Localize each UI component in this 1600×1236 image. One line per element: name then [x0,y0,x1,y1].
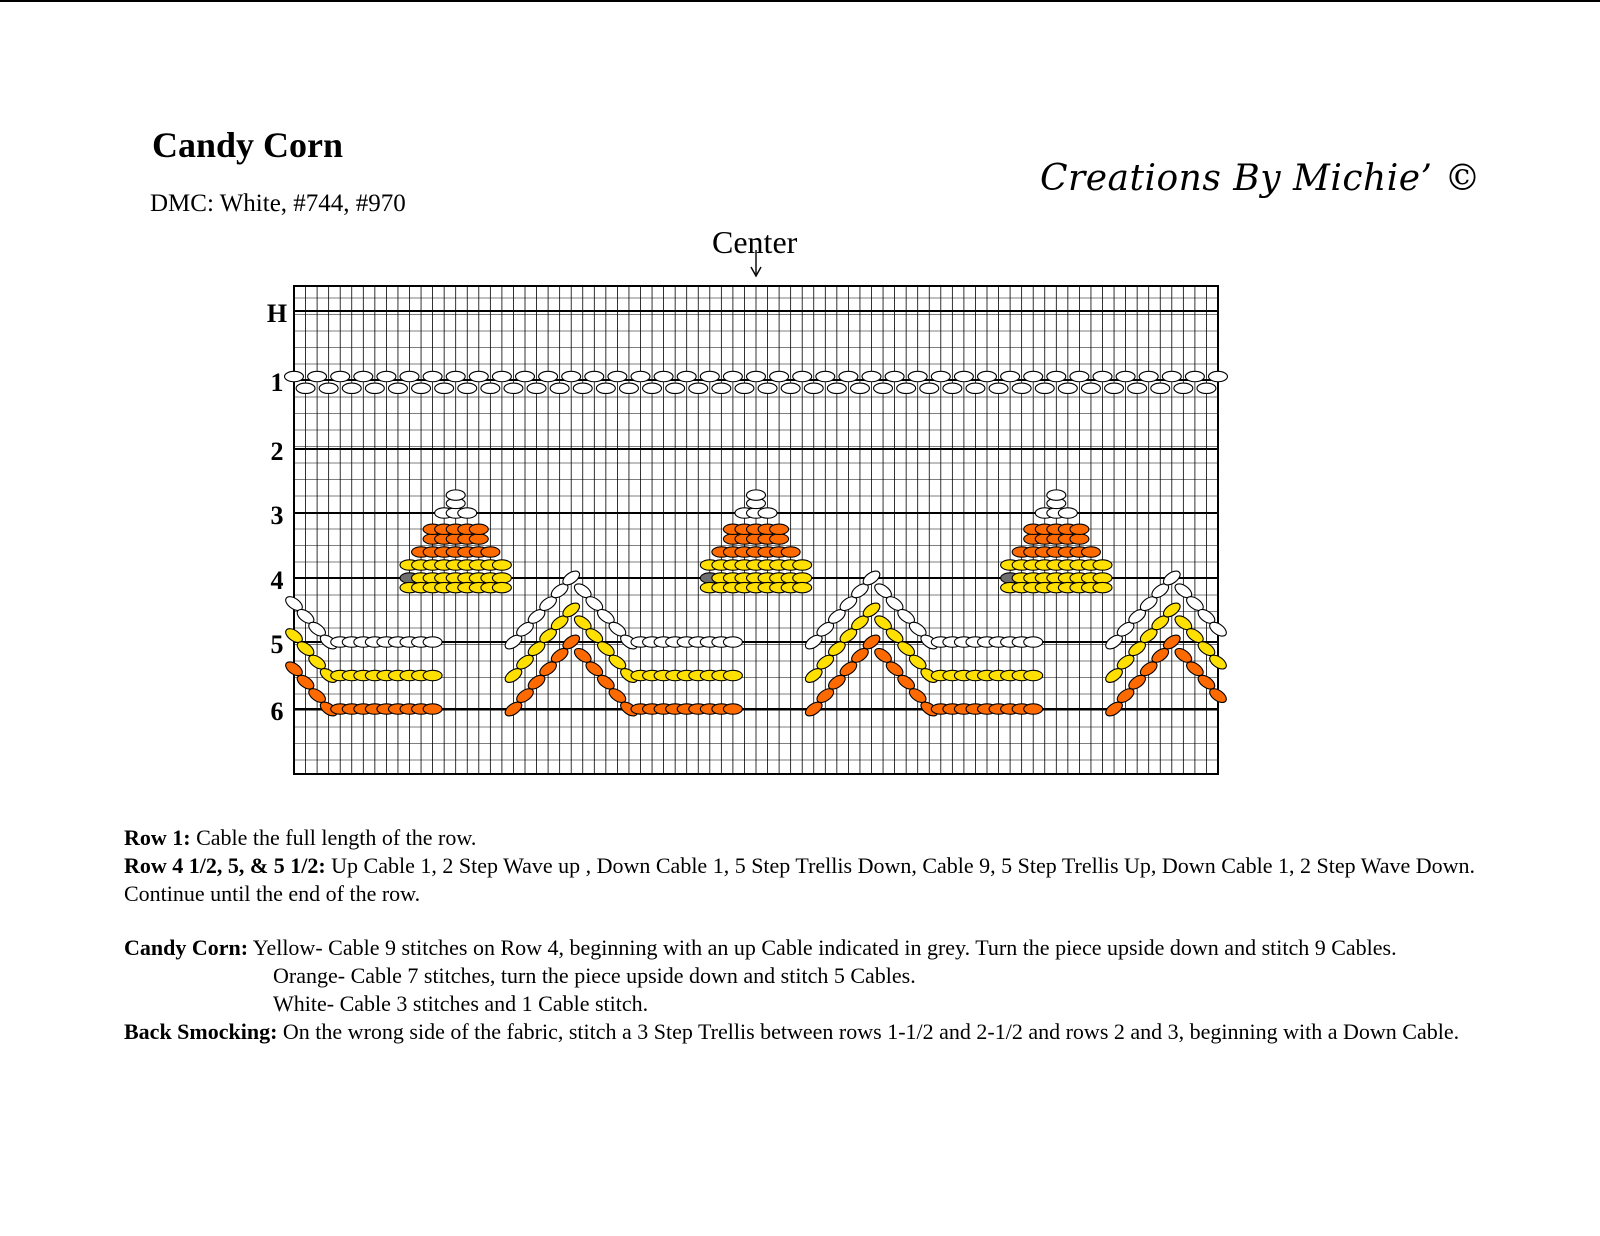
cable-stitch [839,371,858,381]
cable-stitch [862,371,881,381]
candy-corn-orange-stitch [1070,534,1089,544]
cable-stitch [596,383,615,393]
row-label-H: H [266,299,288,328]
cable-stitch [978,371,997,381]
row-label-5: 5 [270,630,284,659]
cable-stitch [412,383,431,393]
cable-stitch [562,371,581,381]
cable-stitch [689,383,708,393]
candy-corn-white-stitch [747,490,766,500]
cable-stitch [631,371,650,381]
row-labels [267,299,287,726]
cable-stitch [770,371,789,381]
candy-corn-orange-stitch [1070,524,1089,534]
candy-corn-white-stitch [758,508,777,518]
row-label-6: 6 [270,697,284,726]
dmc-colors: DMC: White, #744, #970 [150,190,406,217]
cable-stitch [931,371,950,381]
cable-stitch [723,371,742,381]
candy-orange-instruction: Orange- Cable 7 stitches, turn the piece upside down and stitch 5 Cables. [273,963,916,988]
cable-stitch [354,371,373,381]
cable-stitch [954,371,973,381]
cable-stitch [1070,371,1089,381]
cable-stitch [781,383,800,393]
cable-stitch [388,383,407,393]
candy-corn-yellow-stitch [793,573,812,583]
center-label: Center [712,224,798,260]
wave-stitch [423,637,442,647]
cable-stitch [1128,383,1147,393]
wave-stitch [723,637,742,647]
row-label-4: 4 [270,566,284,595]
cable-stitch [458,383,477,393]
candy-corn-yellow-stitch [492,560,511,570]
top-border [0,0,1600,2]
cable-stitch [435,383,454,393]
cable-stitch [285,371,304,381]
cable-stitch [793,371,812,381]
cable-stitch [400,371,419,381]
candy-corn-yellow-stitch [1093,582,1112,592]
cable-stitch [331,371,350,381]
candy-corn-yellow-stitch [793,582,812,592]
cable-stitch [654,371,673,381]
cable-stitch [700,371,719,381]
cable-stitch [735,383,754,393]
cable-stitch [666,383,685,393]
candy-corn-white-stitch [458,508,477,518]
cable-stitch [573,383,592,393]
candy-corn-orange-stitch [1081,547,1100,557]
row-label-1: 1 [270,368,284,397]
candy-corn-yellow-stitch [492,582,511,592]
wave-stitch [723,670,742,680]
wave-stitch [423,704,442,714]
cable-stitch [1174,383,1193,393]
candy-corn-yellow-stitch [1093,573,1112,583]
cable-stitch [1093,371,1112,381]
candy-corn-orange-stitch [481,547,500,557]
candy-corn-white-stitch [1047,490,1066,500]
cable-stitch [897,383,916,393]
cable-stitch [342,383,361,393]
cable-stitch [827,383,846,393]
row-label-2: 2 [270,437,284,466]
back-smocking-instruction: Back Smocking: On the wrong side of the fabric, stitch a 3 Step Trellis between rows 1-1/2 and 2-1/2 and rows 2 and 3, beginning with a Down Cable. [124,1019,1460,1044]
cable-stitch [677,371,696,381]
candy-corn-orange-stitch [770,534,789,544]
cable-stitch [423,371,442,381]
cable-stitch [758,383,777,393]
cable-stitch [747,371,766,381]
wave-stitch [723,704,742,714]
cable-stitch [1139,371,1158,381]
cable-stitch [1035,383,1054,393]
cable-stitch [1105,383,1124,393]
cable-stitch [492,371,511,381]
cable-stitch [1047,371,1066,381]
cable-stitch [1012,383,1031,393]
cable-stitch [539,371,558,381]
pattern-title: Candy Corn [152,125,344,165]
cable-stitch [1116,371,1135,381]
wave-stitch [423,670,442,680]
candy-corn-instruction: Candy Corn: Yellow- Cable 9 stitches on Row 4, beginning with an up Cable indicated in grey. Turn the piece upside down and stitch 9 Cables. [124,935,1397,960]
cable-stitch [966,383,985,393]
brand-signature: Creations By Michie’ © [1040,158,1481,199]
wave-stitch [1024,704,1043,714]
smocking-graph [250,250,1250,790]
center-arrow [751,250,761,276]
cable-stitch [989,383,1008,393]
cable-stitch [608,371,627,381]
cable-stitch [1209,371,1228,381]
candy-corn-yellow-stitch [793,560,812,570]
candy-corn-orange-stitch [469,524,488,534]
cable-stitch [804,383,823,393]
cable-stitch [377,371,396,381]
wave-stitch [1024,637,1043,647]
cable-stitch [920,383,939,393]
cable-stitch [446,371,465,381]
cable-stitch [516,371,535,381]
cable-stitch [1024,371,1043,381]
cable-stitch [469,371,488,381]
cable-stitch [643,383,662,393]
candy-corn-white-stitch [446,490,465,500]
candy-corn-yellow-stitch [492,573,511,583]
cable-stitch [585,371,604,381]
cable-stitch [943,383,962,393]
wave-stitch [1024,670,1043,680]
cable-stitch [504,383,523,393]
candy-white-instruction: White- Cable 3 stitches and 1 Cable stitch. [273,991,649,1016]
cable-stitch [816,371,835,381]
cable-stitch [550,383,569,393]
cable-stitch [1151,383,1170,393]
cable-stitch [481,383,500,393]
candy-corn-orange-stitch [770,524,789,534]
cable-stitch [1081,383,1100,393]
candy-corn-yellow-stitch [1093,560,1112,570]
cable-stitch [296,383,315,393]
cable-stitch [874,383,893,393]
row-label-3: 3 [270,501,284,530]
cable-stitch [1001,371,1020,381]
cable-stitch [365,383,384,393]
cable-stitch [319,383,338,393]
cable-stitch [1058,383,1077,393]
cable-stitch [1185,371,1204,381]
row1-instruction: Row 1: Cable the full length of the row. [124,825,477,850]
instructions [124,824,1484,1046]
cable-stitch [908,371,927,381]
cable-stitch [619,383,638,393]
cable-stitch [1197,383,1216,393]
cable-stitch [527,383,546,393]
cable-stitch [712,383,731,393]
candy-corn-white-stitch [1058,508,1077,518]
candy-corn-orange-stitch [469,534,488,544]
cable-stitch [850,383,869,393]
cable-stitch [308,371,327,381]
row4-instruction: Row 4 1/2, 5, & 5 1/2: Up Cable 1, 2 Step Wave up , Down Cable 1, 5 Step Trellis Down, Cable 9, 5 Step Trellis Up, Down Cable 1, 2 Step Wave Down. Continue until the end of the row. [124,853,1476,906]
candy-corn-orange-stitch [781,547,800,557]
cable-stitch [885,371,904,381]
cable-stitch [1162,371,1181,381]
